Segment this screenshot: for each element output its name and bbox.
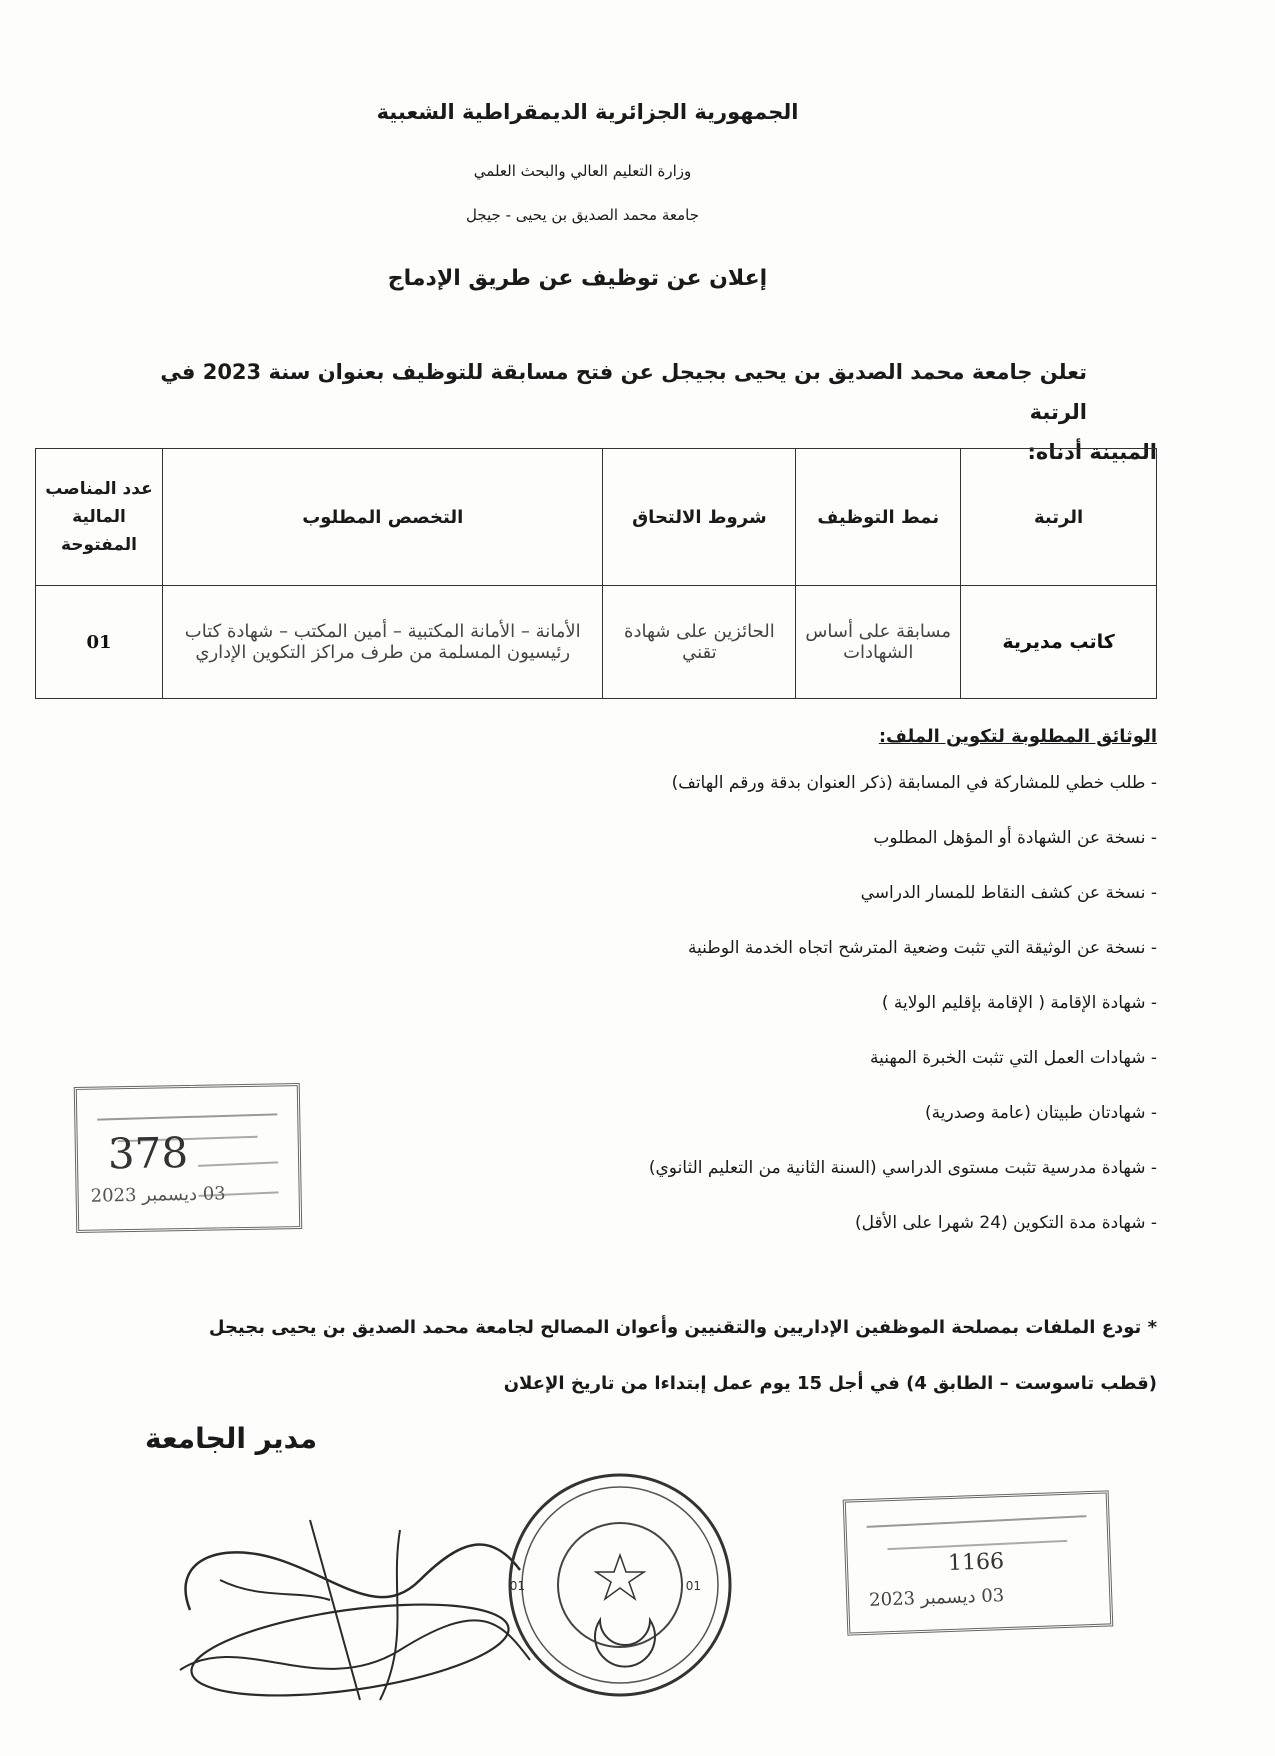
header-positions: عدد المناصب المالية المفتوحة (36, 449, 163, 586)
ministry-heading: وزارة التعليم العالي والبحث العلمي (473, 162, 692, 180)
table-row (36, 586, 1157, 699)
note-line-1: * تودع الملفات بمصلحة الموظفين الإداريين والتقنيين وأعوان المصالح لجامعة محمد الصديق بن يحيى بجيجل (208, 1317, 1157, 1338)
note-line-2: (قطب تاسوست – الطابق 4) في أجل 15 يوم عمل إبتداءا من تاريخ الإعلان (503, 1373, 1157, 1394)
cell-rank: كاتب مديرية (961, 586, 1157, 699)
header-rank: الرتبة (961, 449, 1157, 586)
header-specialty: التخصص المطلوب (162, 449, 602, 586)
documents-heading: الوثائق المطلوبة لتكوين الملف: (878, 726, 1157, 747)
official-seal-icon (505, 1470, 735, 1700)
list-item: - نسخة عن الشهادة أو المؤهل المطلوب (873, 828, 1157, 848)
list-item: - شهادة مدرسية تثبت مستوى الدراسي (السنة الثانية من التعليم الثانوي) (648, 1158, 1157, 1178)
intro-line-1: تعلن جامعة محمد الصديق بن يحيى بجيجل عن فتح مسابقة للتوظيف بعنوان سنة 2023 في الرتبة (160, 360, 1087, 424)
list-item: - شهادة الإقامة ( الإقامة بإقليم الولاية ) (881, 993, 1157, 1013)
documents-list (257, 772, 1157, 1267)
submission-note (107, 1300, 1157, 1412)
list-item: - شهادة مدة التكوين (24 شهرا على الأقل) (855, 1213, 1157, 1233)
positions-table (35, 448, 1157, 699)
cell-specialty: الأمانة – الأمانة المكتبية – أمين المكتب – شهادة كتاب رئيسيون المسلمة من طرف مراكز التكوين الإداري (162, 586, 602, 699)
cell-conditions: الحائزين على شهادة تقني (603, 586, 796, 699)
header-mode: نمط التوظيف (796, 449, 961, 586)
list-item: - نسخة عن كشف النقاط للمسار الدراسي (860, 883, 1157, 903)
list-item: - شهادتان طبيتان (عامة وصدرية) (925, 1103, 1157, 1123)
director-signature (160, 1500, 540, 1710)
svg-text:01: 01 (685, 1579, 701, 1593)
svg-text:01: 01 (509, 1579, 525, 1593)
header-conditions: شروط الالتحاق (603, 449, 796, 586)
registration-stamp-right (843, 1490, 1114, 1635)
republic-heading: الجمهورية الجزائرية الديمقراطية الشعبية (376, 100, 799, 124)
announcement-title: إعلان عن توظيف عن طريق الإدماج (387, 266, 768, 291)
cell-mode: مسابقة على أساس الشهادات (796, 586, 961, 699)
list-item: - شهادات العمل التي تثبت الخبرة المهنية (869, 1048, 1157, 1068)
table-header-row (36, 449, 1157, 586)
list-item: - نسخة عن الوثيقة التي تثبت وضعية المترشح اتجاه الخدمة الوطنية (687, 938, 1157, 958)
list-item: - طلب خطي للمشاركة في المسابقة (ذكر العنوان بدقة ورقم الهاتف) (671, 773, 1157, 793)
stamp-left-number: 378 (107, 1128, 189, 1179)
stamp-right-number: 1166 (947, 1549, 1005, 1577)
registration-stamp-left (74, 1083, 303, 1233)
cell-positions: 01 (36, 586, 163, 699)
director-title: مدير الجامعة (145, 1422, 318, 1455)
stamp-left-date: 03 ديسمبر 2023 (90, 1183, 226, 1207)
university-heading: جامعة محمد الصديق بن يحيى - جيجل (465, 206, 700, 224)
stamp-right-date: 03 ديسمبر 2023 (868, 1585, 1005, 1611)
intro-line-2: المبينة أدناه: (1027, 440, 1157, 464)
